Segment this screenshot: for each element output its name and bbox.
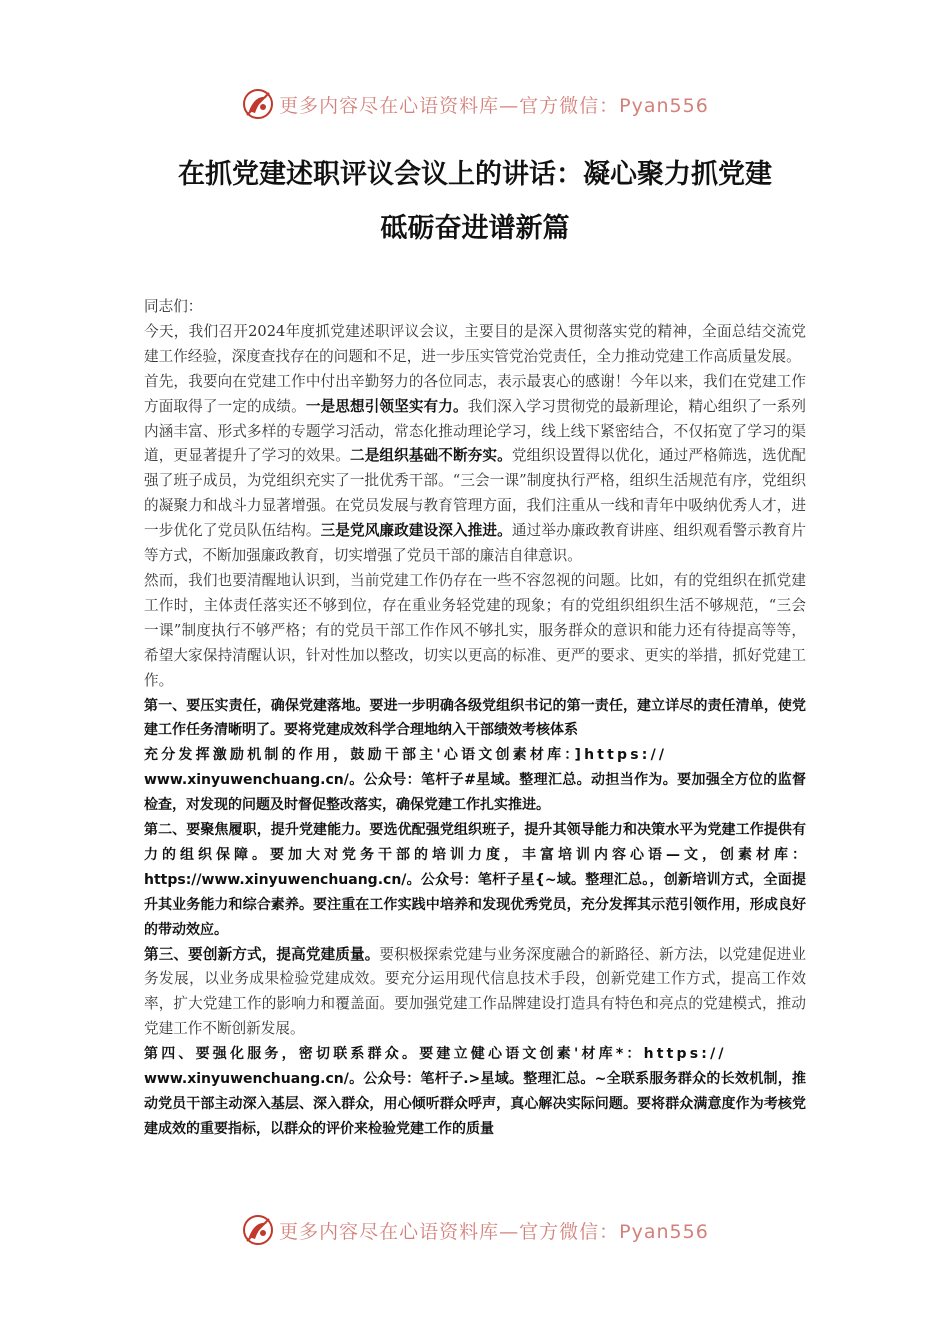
paragraph-opening: 今天，我们召开2024年度抓党建述职评议会议，主要目的是深入贯彻落实党的精神，全面总结交流党建工作经验，深度查找存在的问题和不足，进一步压实管党治党责任，全力推动党建工作高质量发展。: [144, 322, 806, 365]
section-second: 第二、要聚焦履职，提升党建能力。要选优配强党组织班子，提升其领导能力和决策水平为党建工作提供有力的组织保障。要加大对党务干部的培训力度，丰富培训内容心语—文，创素材库：https://www.xinyuwenchuang.cn/。公众号：笔杆子星{~域。整理汇总。，创新培训方式，全面提升其业务能力和综合素养。要注重在工作实践中培养和发现优秀党员，充分发挥其示范引领作用，形成良好的带动效应。: [144, 822, 806, 938]
banner-brand-text: 更多内容尽在心语资料库—官方微信：Pyan556: [279, 1220, 709, 1243]
logo-icon: [241, 87, 275, 121]
heading-innovation: 第三、要创新方式，提高党建质量。: [144, 945, 380, 963]
heading-ideology: 一是思想引领坚实有力。: [305, 397, 468, 415]
logo-icon: [241, 1213, 275, 1247]
heading-integrity: 三是党风廉政建设深入推进。: [320, 522, 512, 540]
paragraph-achievements: 首先，我要向在党建工作中付出辛勤努力的各位同志，表示最衷心的感谢！今年以来，我们在党建工作方面取得了一定的成绩。一是思想引领坚实有力。我们深入学习贯彻党的最新理论，精心组织了一系列内涵丰富、形式多样的专题学习活动，常态化推动理论学习，线上线下紧密结合，不仅拓宽了学习的渠道，更显著提升了学习的效果。二是组织基础不断夯实。党组织设置得以优化，通过严格筛选，选优配强了班子成员，为党组织充实了一批优秀干部。“三会一课”制度执行严格，组织生活规范有序，党组织的凝聚力和战斗力显著增强。在党员发展与教育管理方面，我们注重从一线和青年中吸纳优秀人才，进一步优化了党员队伍结构。三是党风廉政建设深入推进。通过举办廉政教育讲座、组织观看警示教育片等方式，不断加强廉政教育，切实增强了党员干部的廉洁自律意识。: [144, 372, 806, 565]
document-title: [100, 148, 850, 256]
document-body: [144, 295, 806, 1142]
header-banner: [0, 84, 950, 124]
title-line-1: 在抓党建述职评议会议上的讲话：凝心聚力抓党建: [178, 159, 772, 190]
footer-banner: [0, 1210, 950, 1250]
salutation: 同志们：: [144, 298, 203, 315]
wechat-id: Pyan556: [619, 94, 709, 117]
section-fourth: 第四、要强化服务，密切联系群众。要建立健心语文创素'材库*：https:// www.xinyuwenchuang.cn/。公众号：笔杆子.>星域。整理汇总。~全联系服务群众的长效机制，推动党员干部主动深入基层、深入群众，用心倾听群众呼声，真心解决实际问题。要将群众满意度作为考核党建成效的重要指标，以群众的评价来检验党建工作的质量: [144, 1046, 806, 1137]
wechat-id: Pyan556: [619, 1220, 709, 1243]
heading-organization: 二是组织基础不断夯实。: [349, 447, 512, 465]
paragraph-problems: 然而，我们也要清醒地认识到，当前党建工作仍存在一些不容忽视的问题。比如，有的党组织在抓党建工作时，主体责任落实还不够到位，存在重业务轻党建的现象；有的党组织组织生活不够规范，“三会一课”制度执行不够严格；有的党员干部工作作风不够扎实，服务群众的意识和能力还有待提高等等，希望大家保持清醒认识，针对性加以整改，切实以更高的标准、更严的要求、更实的举措，抓好党建工作。: [144, 571, 806, 689]
title-line-2: 砥砺奋进谱新篇: [380, 213, 570, 244]
section-first: 第一、要压实责任，确保党建落地。要进一步明确各级党组织书记的第一责任，建立详尽的责任清单，使党建工作任务清晰明了。要将党建成效科学合理地纳入干部绩效考核体系 充分发挥激励机制的作用，鼓励干部主'心语文创素材库：]https:// www.xinyuwenchuang.cn/。公众号：笔杆子#星域。整理汇总。动担当作为。要加强全方位的监督检查，对发现的问题及时督促整改落实，确保党建工作扎实推进。: [144, 697, 806, 814]
section-third: 第三、要创新方式，提高党建质量。要积极探索党建与业务深度融合的新路径、新方法，以党建促进业务发展，以业务成果检验党建成效。要充分运用现代信息技术手段，创新党建工作方式，提高工作效率，扩大党建工作的影响力和覆盖面。要加强党建工作品牌建设打造具有特色和亮点的党建模式，推动党建工作不断创新发展。: [144, 945, 806, 1038]
banner-brand-text: 更多内容尽在心语资料库—官方微信：Pyan556: [279, 94, 709, 117]
